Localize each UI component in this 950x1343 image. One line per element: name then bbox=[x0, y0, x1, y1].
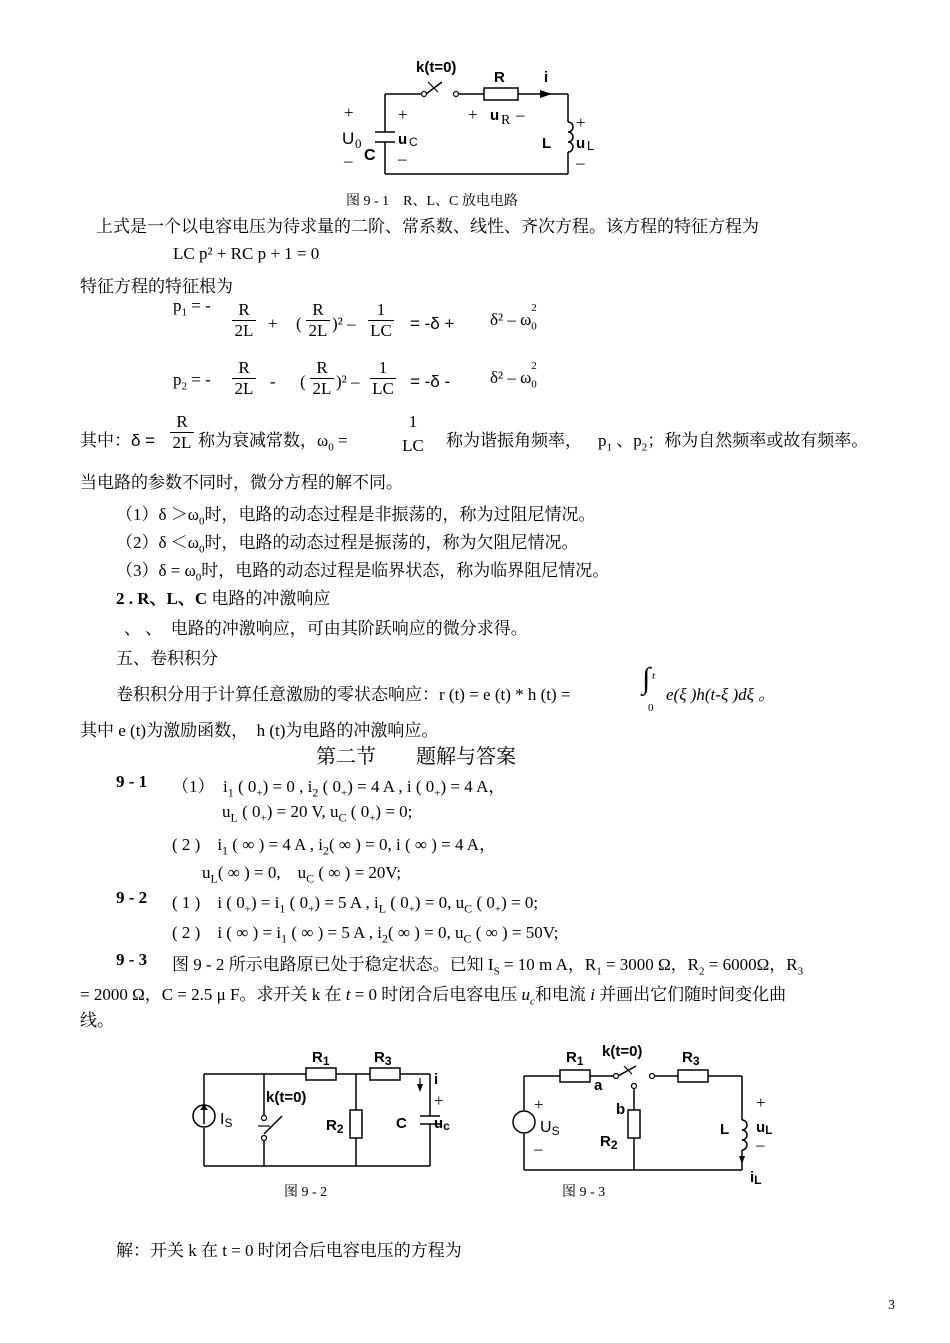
svg-text:–: – bbox=[516, 105, 525, 124]
case-2: $(2)\delta <\omega_0$时，电路的动态过程是振荡的，称为欠阻尼情况。 bbox=[116, 533, 579, 556]
svg-text:0: 0 bbox=[355, 136, 362, 151]
svg-text:i: i bbox=[434, 1071, 439, 1088]
case-1: $(1)\delta >\omega_0$时，电路的动态过程是非振荡的，称为过阻尼情况。 bbox=[116, 505, 596, 528]
answer-9-3-line1: 图 9 - 2 所示电路原已处于稳定状态。已知 $I_S = 10$ m A，$R_1 = 3000$ Ω，$R_2 = 6000\Omega$，$R_3$ bbox=[172, 955, 804, 978]
svg-text:k(t=0): k(t=0) bbox=[602, 1043, 643, 1060]
svg-text:R: R bbox=[501, 113, 511, 128]
figure-9-1 bbox=[330, 52, 620, 212]
figure-9-3 bbox=[506, 1038, 796, 1208]
svg-text:L: L bbox=[720, 1121, 730, 1138]
svg-text:uc: uc bbox=[434, 1115, 450, 1133]
svg-text:C: C bbox=[364, 147, 376, 164]
svg-text:u: u bbox=[576, 135, 586, 152]
answer-9-3-line2: = 2000 Ω，C = 2.5 μ F。求开关 k 在 t = 0 时闭合后电容电压 $u_c$和电流 i 并画出它们随时间变化曲 bbox=[80, 985, 787, 1008]
svg-text:R2: $R_2$ bbox=[326, 1117, 344, 1136]
svg-text:–: – bbox=[398, 149, 407, 168]
answer-9-1-line1: （1） $i_1$ ( $0_+) = 0$ , $i_2$ ( $0_+) = 4$ A , i ( $0_+) = 4$ A， bbox=[172, 777, 506, 800]
svg-text:R1: $R_1$ bbox=[312, 1049, 330, 1068]
svg-text:C: C bbox=[396, 1115, 407, 1132]
figure-9-2 bbox=[186, 1044, 470, 1204]
paragraph-1: 上式是一个以电容电压为待求量的二阶、常系数、线性、齐次方程。该方程的特征方程为 bbox=[96, 217, 759, 236]
svg-text:–: – bbox=[576, 153, 585, 172]
fig1-r-label: R bbox=[494, 69, 505, 86]
svg-text:uL: uL bbox=[756, 1119, 773, 1137]
svg-text:+: + bbox=[534, 1095, 544, 1114]
where-line: 其中：δ = bbox=[80, 431, 156, 450]
fig2-caption: 图 9 - 2 bbox=[284, 1185, 328, 1200]
solution-line: 解：开关 k 在 t = 0 时闭合后电容电压的方程为 bbox=[116, 1241, 462, 1260]
svg-text:+: + bbox=[344, 103, 354, 122]
fig1-switch-label: k(t=0) bbox=[416, 59, 457, 76]
svg-text:IS: IS bbox=[220, 1111, 233, 1130]
svg-text:+: + bbox=[576, 113, 586, 132]
answer-9-2-label: 9 - 2 bbox=[116, 888, 148, 907]
svg-text:R3: $R_3$ bbox=[682, 1049, 700, 1068]
svg-text:b: b bbox=[616, 1101, 626, 1118]
svg-text:u: u bbox=[490, 107, 500, 124]
svg-text:k(t=0): k(t=0) bbox=[266, 1089, 307, 1106]
case-3: $(3)\delta = \omega_0$时，电路的动态过程是临界状态，称为临界阻尼情况。 bbox=[116, 561, 610, 584]
heading-5: 五、卷积积分 bbox=[116, 649, 218, 668]
paragraph-4: 、 、 电路的冲激响应，可由其阶跃响应的微分求得。 bbox=[124, 619, 528, 638]
svg-text:–: – bbox=[756, 1135, 765, 1154]
answer-9-1-line4: $u_L$( ∞ ) = 0, $u_C$ ( ∞ ) = 20V; bbox=[202, 863, 402, 886]
svg-text:+: + bbox=[756, 1093, 766, 1112]
paragraph-5: 卷积积分用于计算任意激励的零状态响应：r (t) = e (t) * h (t) = bbox=[116, 685, 571, 704]
answer-9-3-label: 9 - 3 bbox=[116, 950, 148, 969]
answer-9-3-line3: 线。 bbox=[80, 1011, 114, 1030]
eq-p2: $p_2$ = - bbox=[173, 370, 211, 393]
section-title: 第二节 题解与答案 bbox=[316, 746, 516, 768]
answer-9-2-line2: ( 2 ) i ( ∞ ) = $i_1$ ( ∞ ) = 5 A , $i_2$( ∞ ) = 0, $u_C$ ( ∞ ) = 50V; bbox=[172, 923, 559, 946]
svg-text:–: – bbox=[344, 151, 353, 170]
paragraph-3: 当电路的参数不同时，微分方程的解不同。 bbox=[80, 473, 403, 492]
answer-9-1-label: 9 - 1 bbox=[116, 772, 148, 791]
svg-text:iL: iL bbox=[750, 1169, 762, 1187]
svg-text:+: + bbox=[468, 105, 478, 124]
fig1-caption: 图 9 - 1 R、L、C 放电电路 bbox=[346, 194, 518, 209]
svg-text:+: + bbox=[434, 1091, 444, 1110]
svg-text:a: a bbox=[594, 1077, 603, 1094]
paragraph-6: 其中 e (t)为激励函数， h (t)为电路的冲激响应。 bbox=[80, 721, 439, 740]
svg-text:+: + bbox=[398, 105, 408, 124]
page-number: 3 bbox=[888, 1298, 895, 1313]
eq-p1: $p_1$ = - bbox=[173, 296, 211, 319]
answer-9-2-line1: ( 1 ) i ( $0_+) = i_1$ ( $0_+) = 5$ A , $i_L$ ( $0_+) = 0$, $u_C$ ( $0_+) = 0$; bbox=[172, 893, 539, 916]
svg-text:–: – bbox=[534, 1139, 543, 1158]
svg-text:R1: $R_1$ bbox=[566, 1049, 584, 1068]
svg-text:L: L bbox=[587, 138, 595, 153]
fig3-caption: 图 9 - 3 bbox=[562, 1185, 606, 1200]
svg-text:U: U bbox=[342, 129, 355, 148]
fig1-i-label: i bbox=[544, 69, 549, 86]
svg-text:US: US bbox=[540, 1119, 560, 1138]
eq-characteristic: LC p² + RC p + 1 = 0 bbox=[173, 244, 320, 263]
svg-text:L: L bbox=[542, 135, 552, 152]
answer-9-1-line3: ( 2 ) $i_1$ ( ∞ ) = 4 A , $i_2$( ∞ ) = 0, i ( ∞ ) = 4 A， bbox=[172, 835, 497, 858]
svg-text:C: C bbox=[409, 135, 418, 149]
answer-9-1-line2: $u_L$ ( $0_+) = 20$ V, $u_C$ ( $0_+) = 0$; bbox=[222, 802, 413, 825]
paragraph-2: 特征方程的特征根为 bbox=[80, 277, 233, 296]
heading-2: 2 . R、L、C 电路的冲激响应 bbox=[116, 589, 331, 608]
svg-text:R3: $R_3$ bbox=[374, 1049, 392, 1068]
svg-text:u: u bbox=[398, 131, 408, 148]
svg-text:R2: $R_2$ bbox=[600, 1133, 618, 1152]
